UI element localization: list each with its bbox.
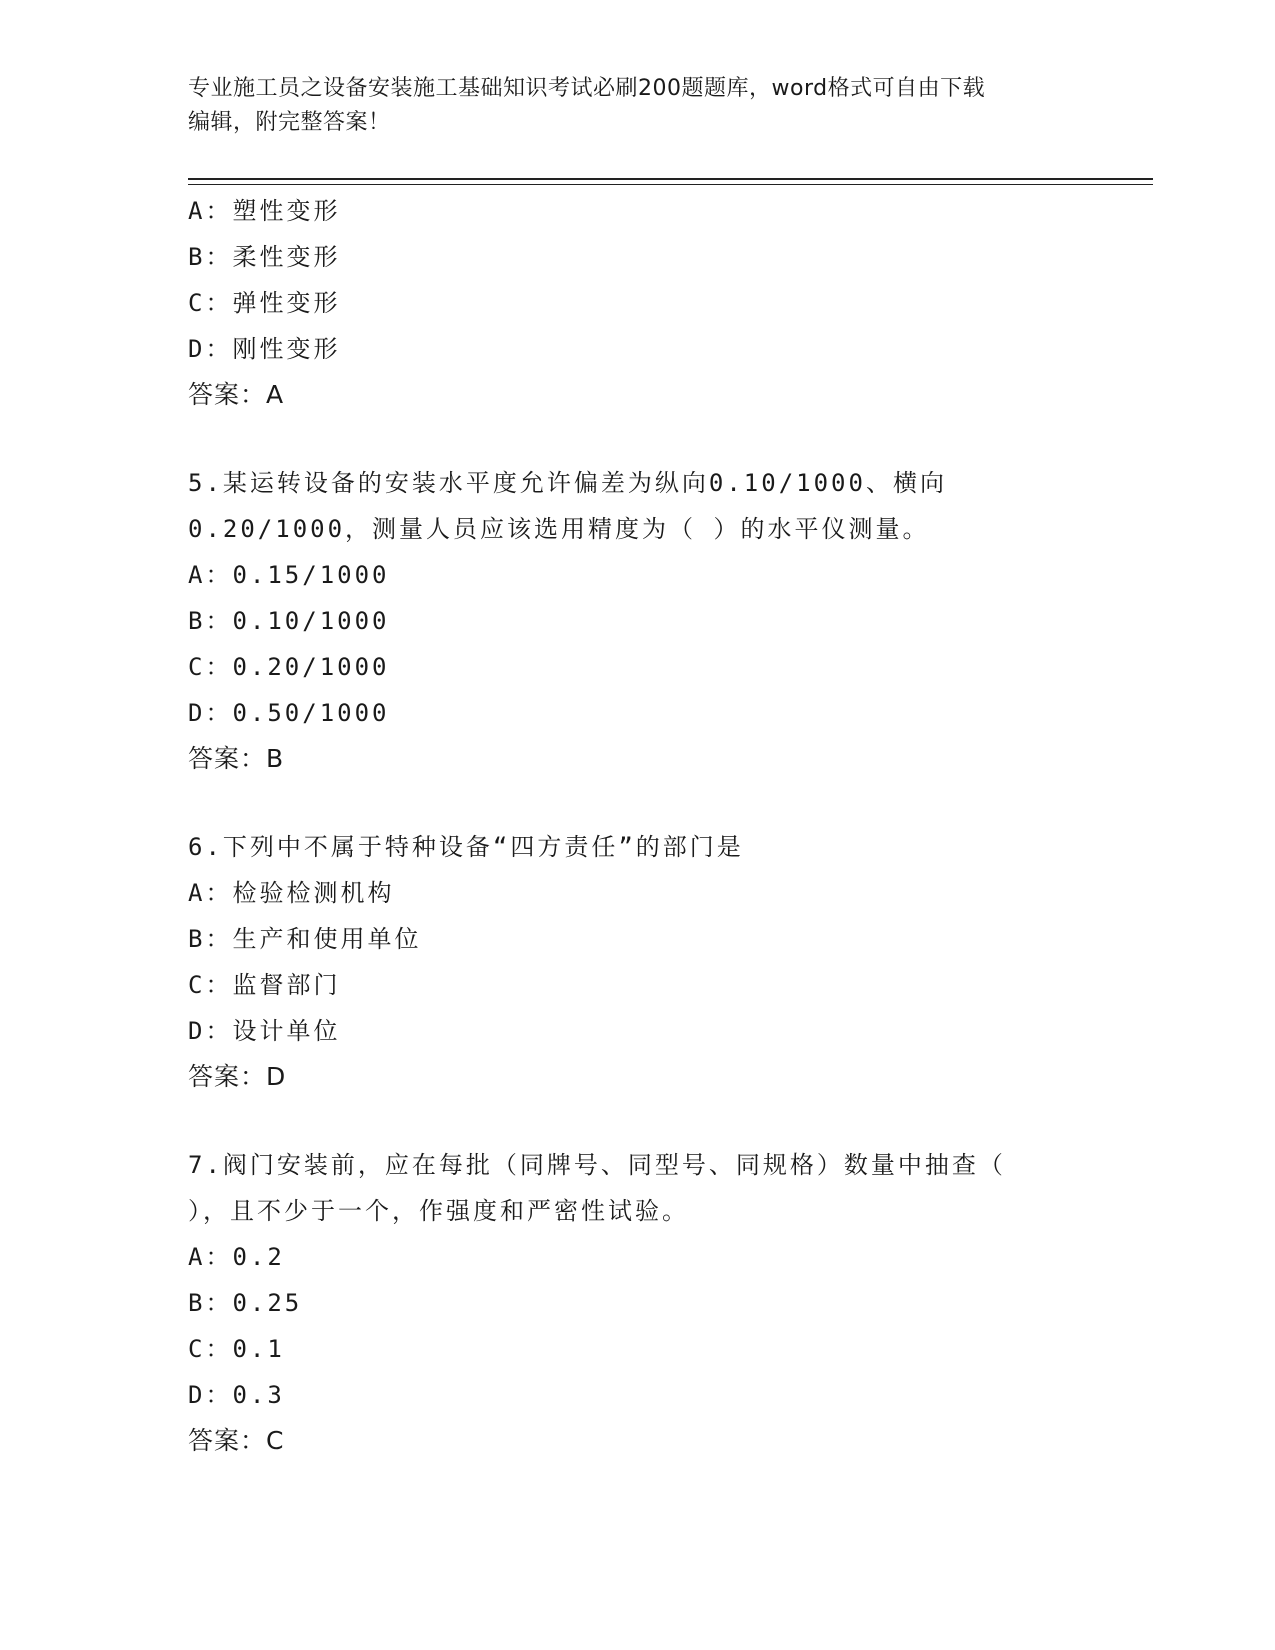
q5-option-d: D：0.50/1000 bbox=[188, 699, 390, 727]
question-spacer bbox=[188, 418, 1088, 460]
question-6 bbox=[188, 824, 1088, 1100]
q6-stem-line-1: 6.下列中不属于特种设备“四方责任”的部门是 bbox=[188, 833, 744, 861]
header-divider-thick bbox=[188, 178, 1153, 180]
q5-stem-line-2: 0.20/1000，测量人员应该选用精度为（ ）的水平仪测量。 bbox=[188, 515, 930, 543]
q7-stem-line-2: ），且不少于一个，作强度和严密性试验。 bbox=[188, 1197, 689, 1225]
q4-answer: 答案：A bbox=[188, 380, 285, 409]
question-spacer bbox=[188, 1100, 1088, 1142]
q6-option-d: D：设计单位 bbox=[188, 1017, 341, 1045]
q5-stem-line-1: 5.某运转设备的安装水平度允许偏差为纵向0.10/1000、横向 bbox=[188, 469, 947, 497]
q4-option-d: D：刚性变形 bbox=[188, 335, 341, 363]
question-spacer bbox=[188, 782, 1088, 824]
question-7 bbox=[188, 1142, 1088, 1464]
question-5 bbox=[188, 460, 1088, 782]
q6-answer: 答案：D bbox=[188, 1062, 287, 1091]
q5-option-b: B：0.10/1000 bbox=[188, 607, 390, 635]
q7-option-d: D：0.3 bbox=[188, 1381, 285, 1409]
q5-option-c: C：0.20/1000 bbox=[188, 653, 390, 681]
q5-option-a: A：0.15/1000 bbox=[188, 561, 390, 589]
q6-option-c: C：监督部门 bbox=[188, 971, 341, 999]
q7-option-c: C：0.1 bbox=[188, 1335, 285, 1363]
q7-answer: 答案：C bbox=[188, 1426, 285, 1455]
header-title-line-1: 专业施工员之设备安装施工基础知识考试必刷200题题库，word格式可自由下载 bbox=[188, 76, 986, 101]
q5-answer: 答案：B bbox=[188, 744, 285, 773]
q4-option-c: C：弹性变形 bbox=[188, 289, 341, 317]
q7-option-a: A：0.2 bbox=[188, 1243, 285, 1271]
q4-option-b: B：柔性变形 bbox=[188, 243, 341, 271]
document-header bbox=[188, 72, 1088, 140]
q4-option-a: A：塑性变形 bbox=[188, 197, 341, 225]
question-4 bbox=[188, 188, 1088, 418]
q6-option-a: A：检验检测机构 bbox=[188, 879, 395, 907]
q7-option-b: B：0.25 bbox=[188, 1289, 303, 1317]
q6-option-b: B：生产和使用单位 bbox=[188, 925, 422, 953]
q7-stem-line-1: 7.阀门安装前，应在每批（同牌号、同型号、同规格）数量中抽查（ bbox=[188, 1151, 1006, 1179]
header-title-line-2: 编辑，附完整答案！ bbox=[188, 110, 391, 135]
question-list bbox=[188, 188, 1088, 1464]
header-divider-thin bbox=[188, 184, 1153, 185]
